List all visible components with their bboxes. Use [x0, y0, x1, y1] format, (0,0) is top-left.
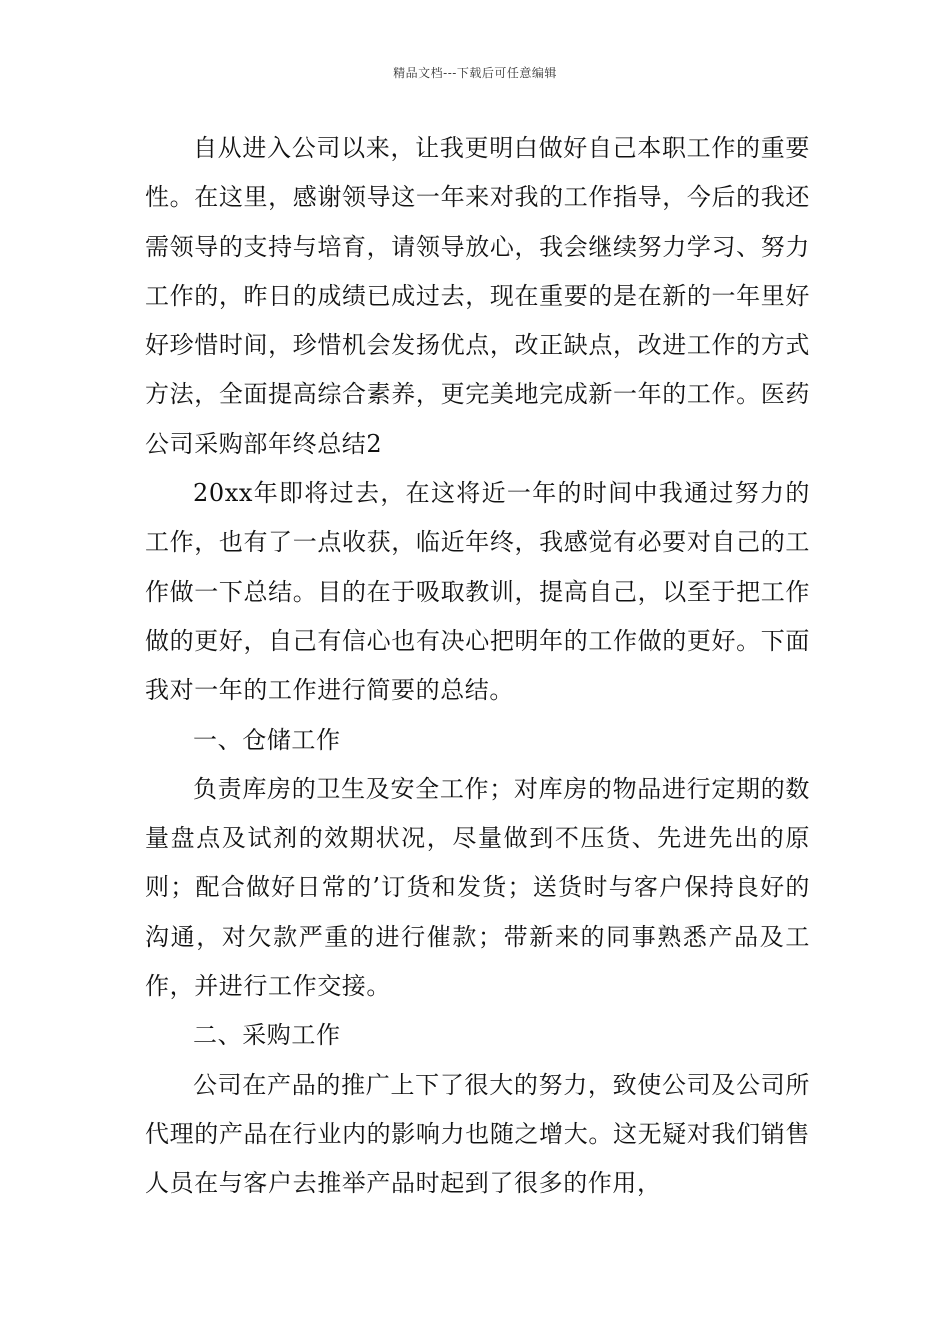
paragraph-intro: 自从进入公司以来，让我更明白做好自己本职工作的重要性。在这里，感谢领导这一年来对我的工作指导，今后的我还需领导的支持与培育，请领导放心，我会继续努力学习、努力工作的，昨日的成绩已成过去，现在重要的是在新的一年里好好珍惜时间，珍惜机会发扬优点，改正缺点，改进工作的方式方法，全面提高综合素养，更完美地完成新一年的工作。医药公司采购部年终总结2 [145, 134, 810, 458]
paragraph-year-summary: 20xx年即将过去，在这将近一年的时间中我通过努力的工作，也有了一点收获，临近年终，我感觉有必要对自己的工作做一下总结。目的在于吸取教训，提高自己，以至于把工作做的更好，自己有信心也有决心把明年的工作做的更好。下面我对一年的工作进行简要的总结。 [145, 479, 810, 705]
paragraph-purchasing: 公司在产品的推广上下了很大的努力，致使公司及公司所代理的产品在行业内的影响力也随之增大。这无疑对我们销售人员在与客户去推举产品时起到了很多的作用， [145, 1070, 810, 1198]
paragraph-warehouse: 负责库房的卫生及安全工作；对库房的物品进行定期的数量盘点及试剂的效期状况，尽量做到不压货、先进先出的原则；配合做好日常的’订货和发货；送货时与客户保持良好的沟通，对欠款严重的进行催款；带新来的同事熟悉产品及工作，并进行工作交接。 [145, 774, 810, 1001]
page-header: 精品文档---下载后可任意编辑 [393, 66, 557, 80]
section-heading-purchasing: 二、采购工作 [193, 1021, 341, 1050]
document-body [145, 124, 810, 1209]
section-heading-warehouse: 一、仓储工作 [193, 725, 341, 754]
